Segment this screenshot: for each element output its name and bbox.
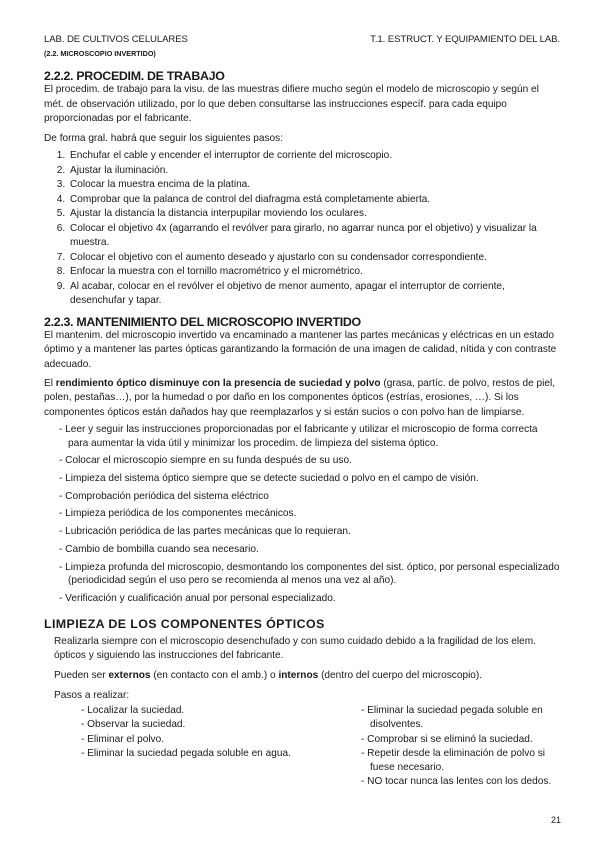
list-item: - Eliminar la suciedad pegada soluble en disolventes.	[361, 705, 543, 731]
text-run: (en contacto con el amb.) o	[150, 670, 279, 682]
list-item: 5. Ajustar la distancia la distancia interpupilar moviendo los oculares.	[68, 207, 560, 222]
text-run: Pueden ser	[54, 670, 109, 682]
cleaning-types	[54, 669, 560, 684]
procedure-intro: El procedim. de trabajo para la visu. de las muestras difiere mucho según el modelo de microscopio y según el mét. de observación utilizado, por lo que deben consultarse las instrucciones específ. para cada equipo proporcionadas por el fabricante.	[44, 84, 539, 125]
cleaning-section	[44, 635, 560, 790]
header-topic: T.1. ESTRUCT. Y EQUIPAMIENTO DEL LAB.	[370, 34, 560, 45]
header-subsection: (2.2. MICROSCOPIO INVERTIDO)	[44, 49, 156, 58]
cleaning-intro: Realizarla siempre con el microscopio desenchufado y con sumo cuidado debido a la fragilidad de los elem. ópticos y siguiendo las instrucciones del fabricante.	[54, 635, 536, 662]
procedure-steps	[44, 149, 560, 309]
list-item: - Comprobación periódica del sistema eléctrico	[59, 490, 269, 502]
text-run: El	[44, 377, 56, 389]
cleaning-steps-left	[54, 704, 340, 789]
header-course: LAB. DE CULTIVOS CELULARES	[44, 34, 188, 45]
procedure-lead: De forma gral. habrá que seguir los siguientes pasos:	[44, 132, 284, 144]
list-item: - Eliminar el polvo.	[81, 733, 165, 745]
section-title-procedure: 2.2.2. PROCEDIM. DE TRABAJO	[44, 69, 225, 83]
emphasis-text: internos	[278, 670, 319, 682]
list-item: - Limpieza profunda del microscopio, desmontando los componentes del sist. óptico, por personal especializado (periodicidad según el uso pero se recomienda al menos una vez al año).	[59, 561, 560, 586]
list-item: 3. Colocar la muestra encima de la platina.	[68, 178, 560, 193]
cleaning-steps	[54, 704, 560, 789]
maintenance-paragraph	[44, 377, 560, 421]
list-item: - Verificación y cualificación anual por personal especializado.	[59, 592, 336, 604]
cleaning-steps-right	[340, 704, 560, 789]
list-item: - Cambio de bombilla cuando sea necesario.	[59, 543, 259, 555]
emphasis-text: externos	[108, 670, 151, 682]
list-item: - Limpieza del sistema óptico siempre que se detecte suciedad o polvo en el campo de visión.	[59, 473, 479, 485]
list-item: - Limpieza periódica de los componentes mecánicos.	[59, 508, 297, 520]
list-item: - Comprobar si se eliminó la suciedad.	[361, 733, 533, 745]
list-item: - Lubricación periódica de las partes mecánicas que lo requieran.	[59, 526, 351, 538]
list-item: 2. Ajustar la iluminación.	[68, 164, 560, 179]
maintenance-tips	[44, 423, 560, 604]
section-title-cleaning: LIMPIEZA DE LOS COMPONENTES ÓPTICOS	[44, 616, 325, 631]
list-item: 9. Al acabar, colocar en el revólver el objetivo de menor aumento, apagar el interruptor de corriente, desenchufar y tapar.	[68, 280, 560, 309]
list-item: 8. Enfocar la muestra con el tornillo macrométrico y el micrométrico.	[68, 265, 560, 280]
list-item: 4. Comprobar que la palanca de control del diafragma está completamente abierta.	[68, 193, 560, 208]
document-page	[44, 34, 560, 789]
list-item: 1. Enchufar el cable y encender el interruptor de corriente del microscopio.	[68, 149, 560, 164]
list-item: - Localizar la suciedad.	[81, 705, 185, 717]
section-title-maintenance: 2.2.3. MANTENIMIENTO DEL MICROSCOPIO INVERTIDO	[44, 314, 361, 329]
emphasis-text: rendimiento óptico disminuye con la presencia de suciedad y polvo	[55, 377, 381, 389]
list-item: - Repetir desde la eliminación de polvo si fuese necesario.	[361, 747, 546, 774]
cleaning-steps-lead: Pasos a realizar:	[54, 689, 130, 701]
list-item: - Eliminar la suciedad pegada soluble en agua.	[81, 747, 291, 759]
list-item: - Observar la suciedad.	[81, 719, 186, 731]
running-header	[44, 34, 560, 45]
list-item: - NO tocar nunca las lentes con los dedos.	[361, 776, 552, 788]
maintenance-intro: El mantenim. del microscopio invertido va encaminado a mantener las partes mecánicas y eléctricas en un estado óptimo y a mantener las partes ópticas garantizando la formación de una imagen de calidad, nítida y con contraste adecuado.	[44, 329, 557, 371]
text-run: (grasa, partíc. de polvo, restos de piel, polen, pestañas…), por la humedad o por daño en los componentes ópticos (estrías, erosiones, …). Si los componentes ópticos están dañados hay que reemplazarlos y si están sucios o con polvo han de limpiarse.	[44, 377, 556, 418]
list-item: 7. Colocar el objetivo con el aumento deseado y ajustarlo con su condensador correspondiente.	[68, 251, 560, 266]
list-item: - Leer y seguir las instrucciones proporcionadas por el fabricante y utilizar el microscopio de forma correcta para aumentar la vida útil y minimizar los procedim. de limpieza del sistema óptico.	[59, 424, 538, 449]
list-item: 6. Colocar el objetivo 4x (agarrando el revólver para girarlo, no agarrar nunca por el objetivo) y visualizar la muestra.	[68, 222, 560, 251]
page-number: 21	[551, 815, 562, 825]
list-item: - Colocar el microscopio siempre en su funda después de su uso.	[59, 455, 352, 467]
text-run: (dentro del cuerpo del microscopio).	[318, 670, 483, 682]
